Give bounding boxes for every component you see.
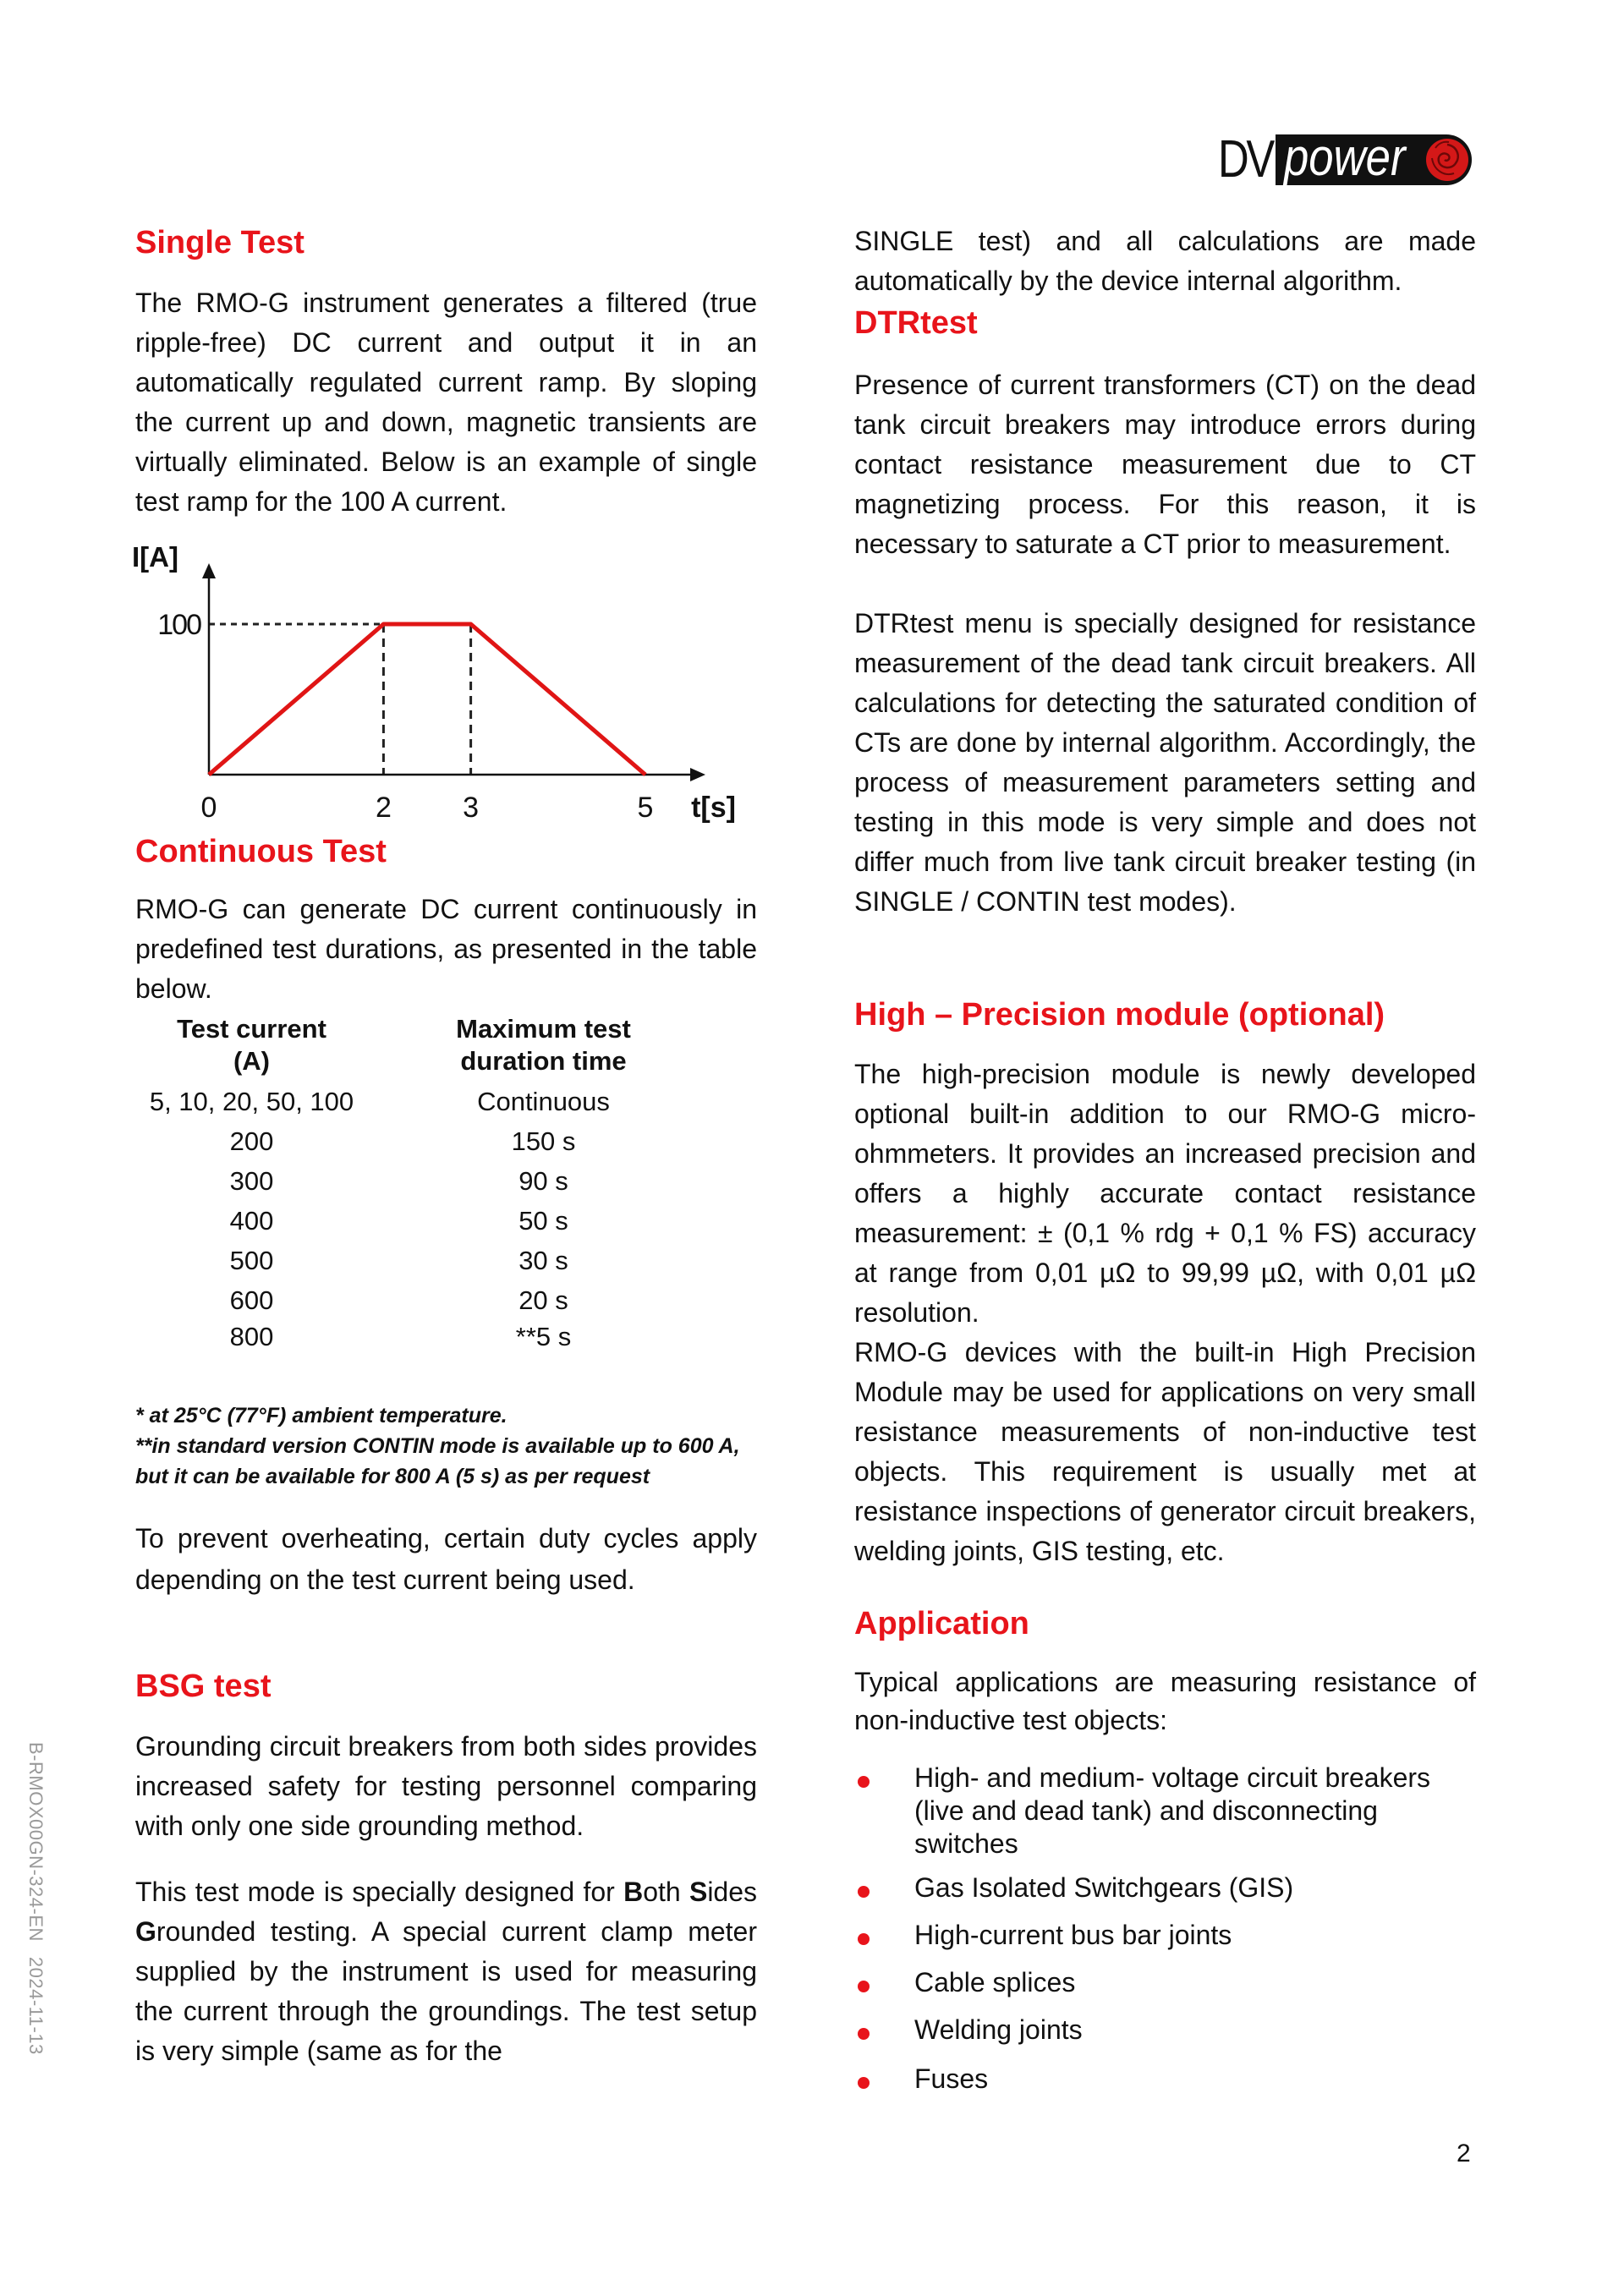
table-header-test-current: Test current (A) — [177, 1014, 326, 1076]
high-precision-body2: RMO-G devices with the built-in High Precision Module may be used for applications on very small resistance measurements of non-inductive test objects. This requirement is usually met at resistance inspections of generator circuit breakers, welding joints, GIS testing, etc. — [854, 1337, 1476, 1566]
application-item-text: Cable splices — [914, 1967, 1076, 1997]
document-code — [25, 1742, 47, 2070]
dtrtest-body1: Presence of current transformers (CT) on the dead tank circuit breakers may introduce errors during contact resistance measurement due to CT magnetizing process. For this reason, it is necessary to saturate a CT prior to measurement. — [854, 370, 1476, 559]
table-cell-duration: **5 s — [515, 1322, 572, 1351]
high-precision-body1: The high-precision module is newly developed optional built-in addition to our RMO-G micro-ohmmeters. It provides an increased precision and offers a highly accurate contact resistance measurement: ± (0,1 % rdg + 0,1 % FS) accuracy at range from 0,01 µΩ to 99,99 µΩ, with 0,01 µΩ resolution. — [854, 1059, 1476, 1328]
table-cell-current: 400 — [229, 1206, 274, 1236]
section-title-bsg-test: BSG test — [135, 1669, 272, 1704]
section-title-application: Application — [854, 1606, 1029, 1641]
footnote-contin-line1: **in standard version CONTIN mode is available up to 600 A, — [135, 1434, 740, 1458]
dtrtest-body2: DTRtest menu is specially designed for resistance measurement of the dead tank circuit breakers. All calculations for detecting the saturated condition of CTs are done by internal algorithm. Accordingly, the process of measurement parameters setting and testing in this mode is very simple and does not differ much from live tank circuit breaker testing (in SINGLE / CONTIN test modes). — [854, 608, 1476, 917]
rose-icon — [1424, 136, 1471, 184]
table-cell-current: 500 — [229, 1246, 274, 1275]
single-test-body: The RMO-G instrument generates a filtered (true ripple-free) DC current and output it in an automatically regulated current ramp. By sloping the current up and down, magnetic transients are virtually eliminated. Below is an example of single test ramp for the 100 A current. — [135, 288, 757, 517]
y-tick-label: 100 — [157, 609, 200, 641]
bullet-icon — [858, 2028, 870, 2040]
table-cell-duration: 150 s — [511, 1126, 576, 1156]
page-number: 2 — [1457, 2140, 1471, 2167]
x-tick-label: 5 — [637, 792, 654, 824]
application-item-text: High-current bus bar joints — [914, 1920, 1232, 1950]
current-ramp-line — [209, 624, 645, 775]
duty-cycle-text: To prevent overheating, certain duty cycles apply depending on the test current being used. — [135, 1523, 757, 1595]
section-title-continuous-test: Continuous Test — [135, 834, 387, 869]
bullet-icon — [858, 1886, 870, 1898]
table-cell-current: 5, 10, 20, 50, 100 — [149, 1087, 354, 1116]
bullet-icon — [858, 2077, 870, 2089]
application-item-text: Welding joints — [914, 2014, 1083, 2045]
table-header-max-duration: Maximum test duration time — [456, 1014, 631, 1076]
application-item-text: Gas Isolated Switchgears (GIS) — [914, 1872, 1294, 1903]
application-item-text: High- and medium- voltage circuit breakers (live and dead tank) and disconnecting switches — [914, 1762, 1431, 1859]
section-title-dtrtest: DTRtest — [854, 305, 978, 341]
dvpower-logo — [1218, 131, 1476, 189]
x-tick-label: 0 — [200, 792, 217, 824]
table-cell-current: 800 — [229, 1322, 274, 1351]
doc-date: 2024-11-13 — [25, 1956, 47, 2055]
bsg-test-body2: This test mode is specially designed for Both Sides Grounded testing. A special current clamp meter supplied by the instrument is used for measuring the current through the groundings. The test setup is very simple (same as for the — [135, 1877, 758, 2066]
table-cell-duration: 30 s — [518, 1246, 568, 1275]
application-intro: Typical applications are measuring resistance of non-inductive test objects: — [854, 1667, 1476, 1735]
y-axis-label: I[A] — [132, 541, 178, 573]
single-test-ramp-chart — [127, 541, 753, 833]
section-title-single-test: Single Test — [135, 225, 304, 260]
bsg-test-body1: Grounding circuit breakers from both sides provides increased safety for testing personnel comparing with only one side grounding method. — [135, 1731, 757, 1841]
table-cell-duration: 20 s — [518, 1285, 568, 1315]
table-cell-current: 200 — [229, 1126, 274, 1156]
x-tick-label: 2 — [375, 792, 392, 824]
table-cell-duration: 50 s — [518, 1206, 568, 1236]
y-axis-arrow-icon — [202, 563, 216, 578]
table-cell-duration: Continuous — [477, 1087, 610, 1116]
x-tick-label: 3 — [463, 792, 480, 824]
footnote-contin-line2: but it can be available for 800 A (5 s) as per request — [135, 1465, 650, 1488]
table-cell-current: 600 — [229, 1285, 274, 1315]
table-cell-duration: 90 s — [518, 1166, 568, 1196]
single-test-continuation: SINGLE test) and all calculations are made automatically by the device internal algorithm. — [854, 226, 1476, 296]
table-cell-current: 300 — [229, 1166, 274, 1196]
logo-word: power — [1284, 129, 1406, 187]
continuous-test-body: RMO-G can generate DC current continuously in predefined test durations, as presented in the table below. — [135, 894, 757, 1004]
logo-prefix: DV — [1218, 130, 1273, 189]
bullet-icon — [858, 1981, 870, 1992]
x-axis-arrow-icon — [690, 768, 705, 781]
ramp-chart-svg — [127, 541, 753, 833]
x-axis-label: t[s] — [691, 792, 736, 824]
section-title-high-precision: High – Precision module (optional) — [854, 997, 1385, 1033]
application-item-text: Fuses — [914, 2063, 989, 2094]
doc-code: B-RMOX00GN-324-EN — [25, 1742, 47, 1942]
footnote-ambient: * at 25°C (77°F) ambient temperature. — [135, 1404, 508, 1427]
bullet-icon — [858, 1933, 870, 1945]
bullet-icon — [858, 1776, 870, 1788]
